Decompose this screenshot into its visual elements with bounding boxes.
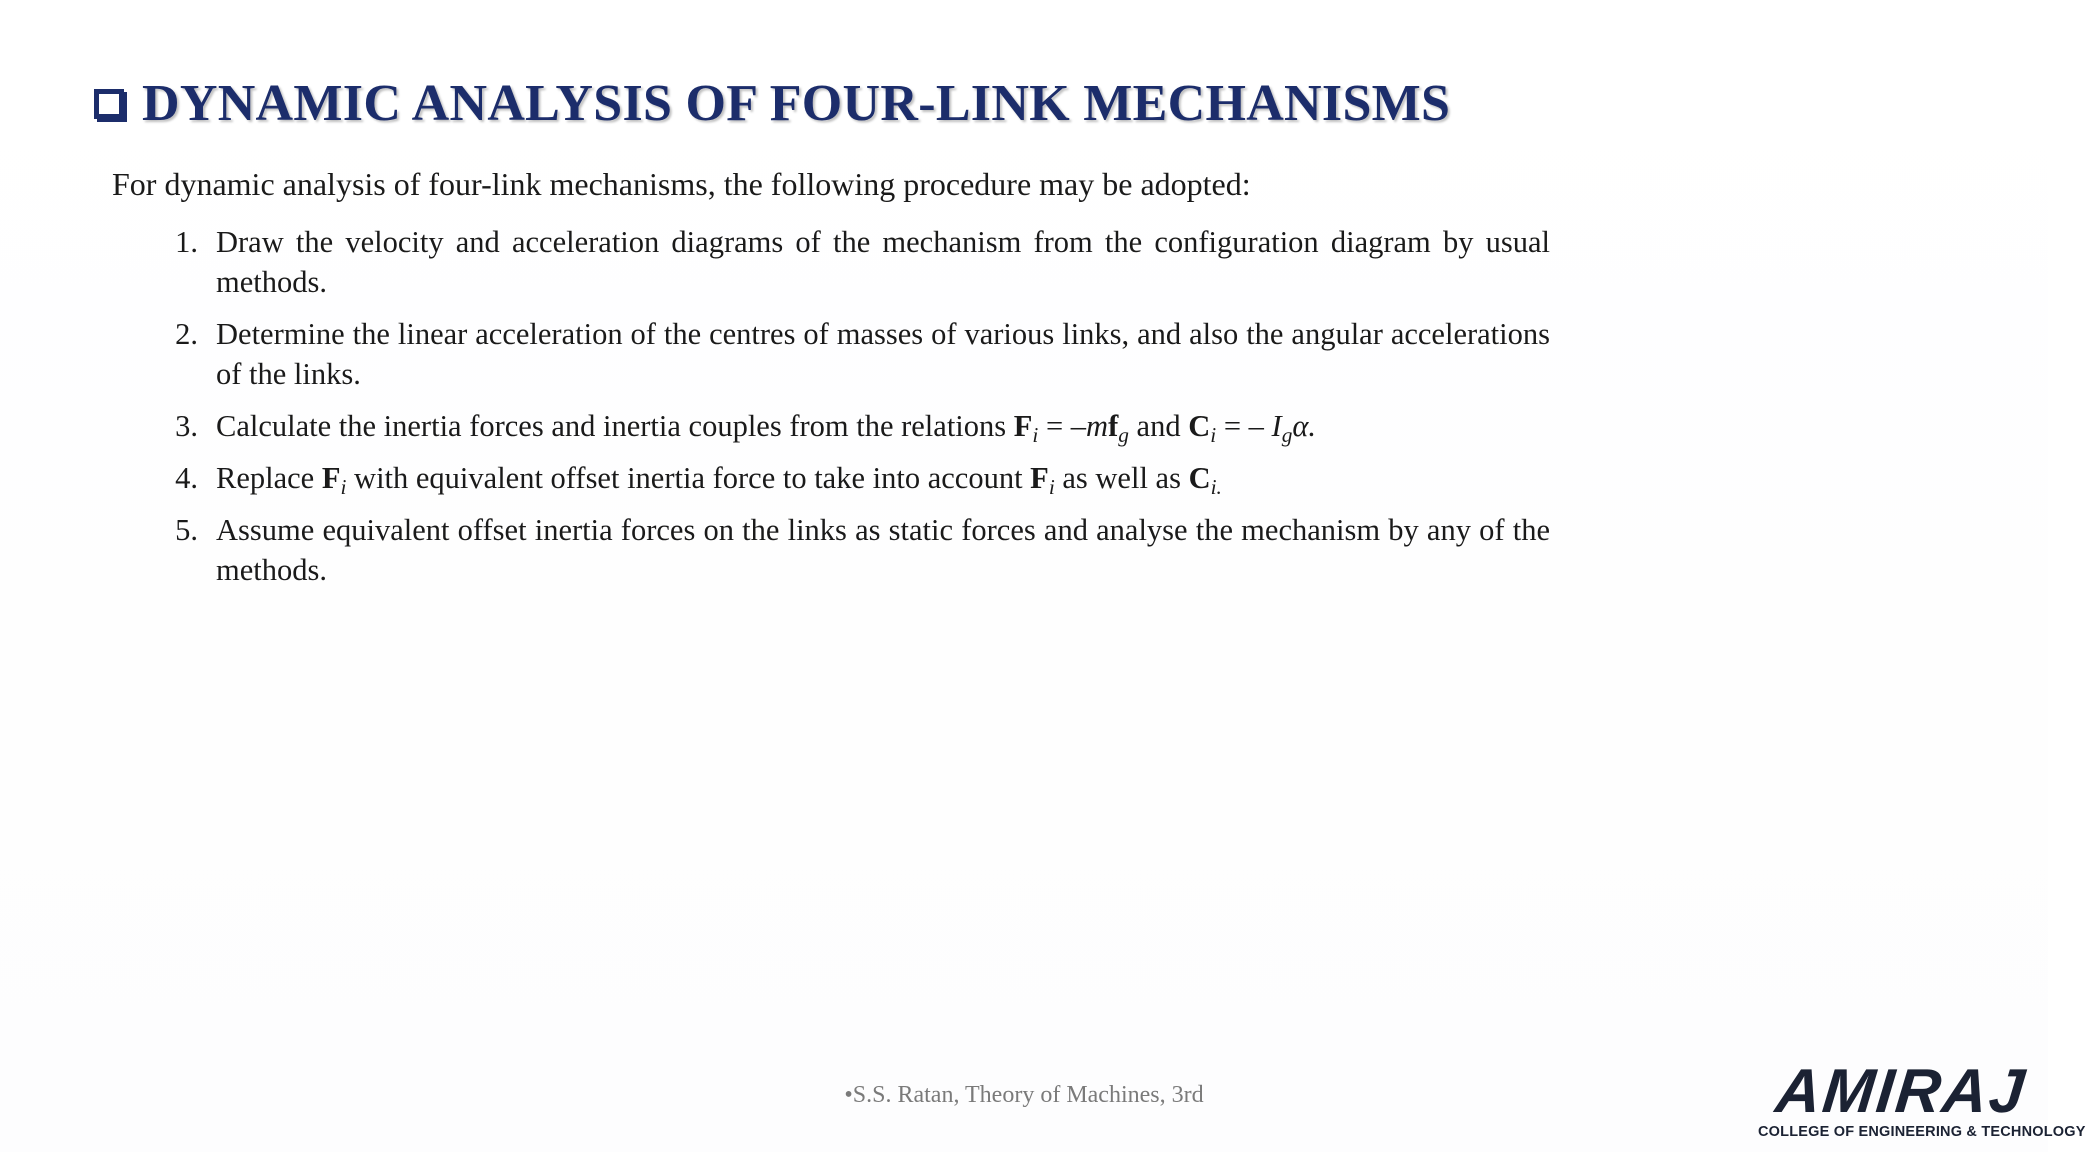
list-item-text: Draw the velocity and acceleration diagrams of the mechanism from the configuration diagram by usual methods. (216, 225, 1550, 299)
list-item (160, 314, 1550, 394)
subscript: g (1281, 423, 1293, 447)
list-item-text (216, 458, 1550, 498)
and-text: and (1128, 409, 1189, 443)
equals-minus: = – (1038, 409, 1087, 443)
checkbox-bullet-icon (94, 89, 124, 119)
inertia-force-symbol: F (1013, 409, 1033, 443)
list-item-number: 2. (175, 317, 198, 351)
list-item-number: 1. (175, 225, 198, 259)
title-row (94, 74, 1450, 133)
list-item (160, 406, 1550, 446)
subscript: i. (1210, 475, 1222, 499)
list-item-number: 5. (175, 513, 198, 547)
moment-of-inertia-symbol: I (1271, 409, 1282, 443)
college-logo (1758, 1057, 2086, 1146)
list-item-text: Assume equivalent offset inertia forces on the links as static forces and analyse the mechanism by any of the methods. (216, 513, 1550, 587)
list-item (160, 458, 1550, 498)
equals-minus: = – (1216, 409, 1272, 443)
list-item-number: 3. (175, 409, 198, 443)
step-3-lead-text: Calculate the inertia forces and inertia couples from the relations (216, 409, 1014, 443)
slide-title: DYNAMIC ANALYSIS OF FOUR-LINK MECHANISMS (142, 75, 1451, 132)
procedure-list (160, 222, 1550, 602)
subscript: g (1118, 423, 1129, 447)
list-item (160, 510, 1550, 590)
list-item-text: Determine the linear acceleration of the centres of masses of various links, and also the angular accelerations of the links. (216, 317, 1550, 391)
mass-symbol: m (1086, 409, 1109, 443)
subscript: i (1032, 423, 1039, 447)
inertia-force-symbol: F (1030, 461, 1049, 495)
intro-text: For dynamic analysis of four-link mechanisms, the following procedure may be adopted: (112, 166, 1251, 202)
step-4-lead-text: Replace (216, 461, 322, 495)
acceleration-symbol: f (1108, 409, 1119, 443)
list-item-number: 4. (175, 461, 198, 495)
logo-subtitle: COLLEGE OF ENGINEERING & TECHNOLOGY (1758, 1124, 2086, 1140)
subscript: i (340, 475, 347, 499)
angular-acceleration-symbol: α. (1292, 409, 1316, 443)
subscript: i (1210, 423, 1217, 447)
list-item-text (216, 406, 1550, 446)
list-item (160, 222, 1550, 302)
inertia-couple-symbol: C (1188, 409, 1211, 443)
inertia-couple-symbol: C (1188, 461, 1211, 495)
step-4-mid-text: with equivalent offset inertia force to take into account (346, 461, 1031, 495)
citation: •S.S. Ratan, Theory of Machines, 3rd (844, 1082, 1204, 1108)
logo-wordmark: AMIRAJ (1772, 1057, 2030, 1126)
subscript: i (1048, 475, 1055, 499)
inertia-force-symbol: F (321, 461, 341, 495)
step-4-tail-text: as well as (1054, 461, 1189, 495)
